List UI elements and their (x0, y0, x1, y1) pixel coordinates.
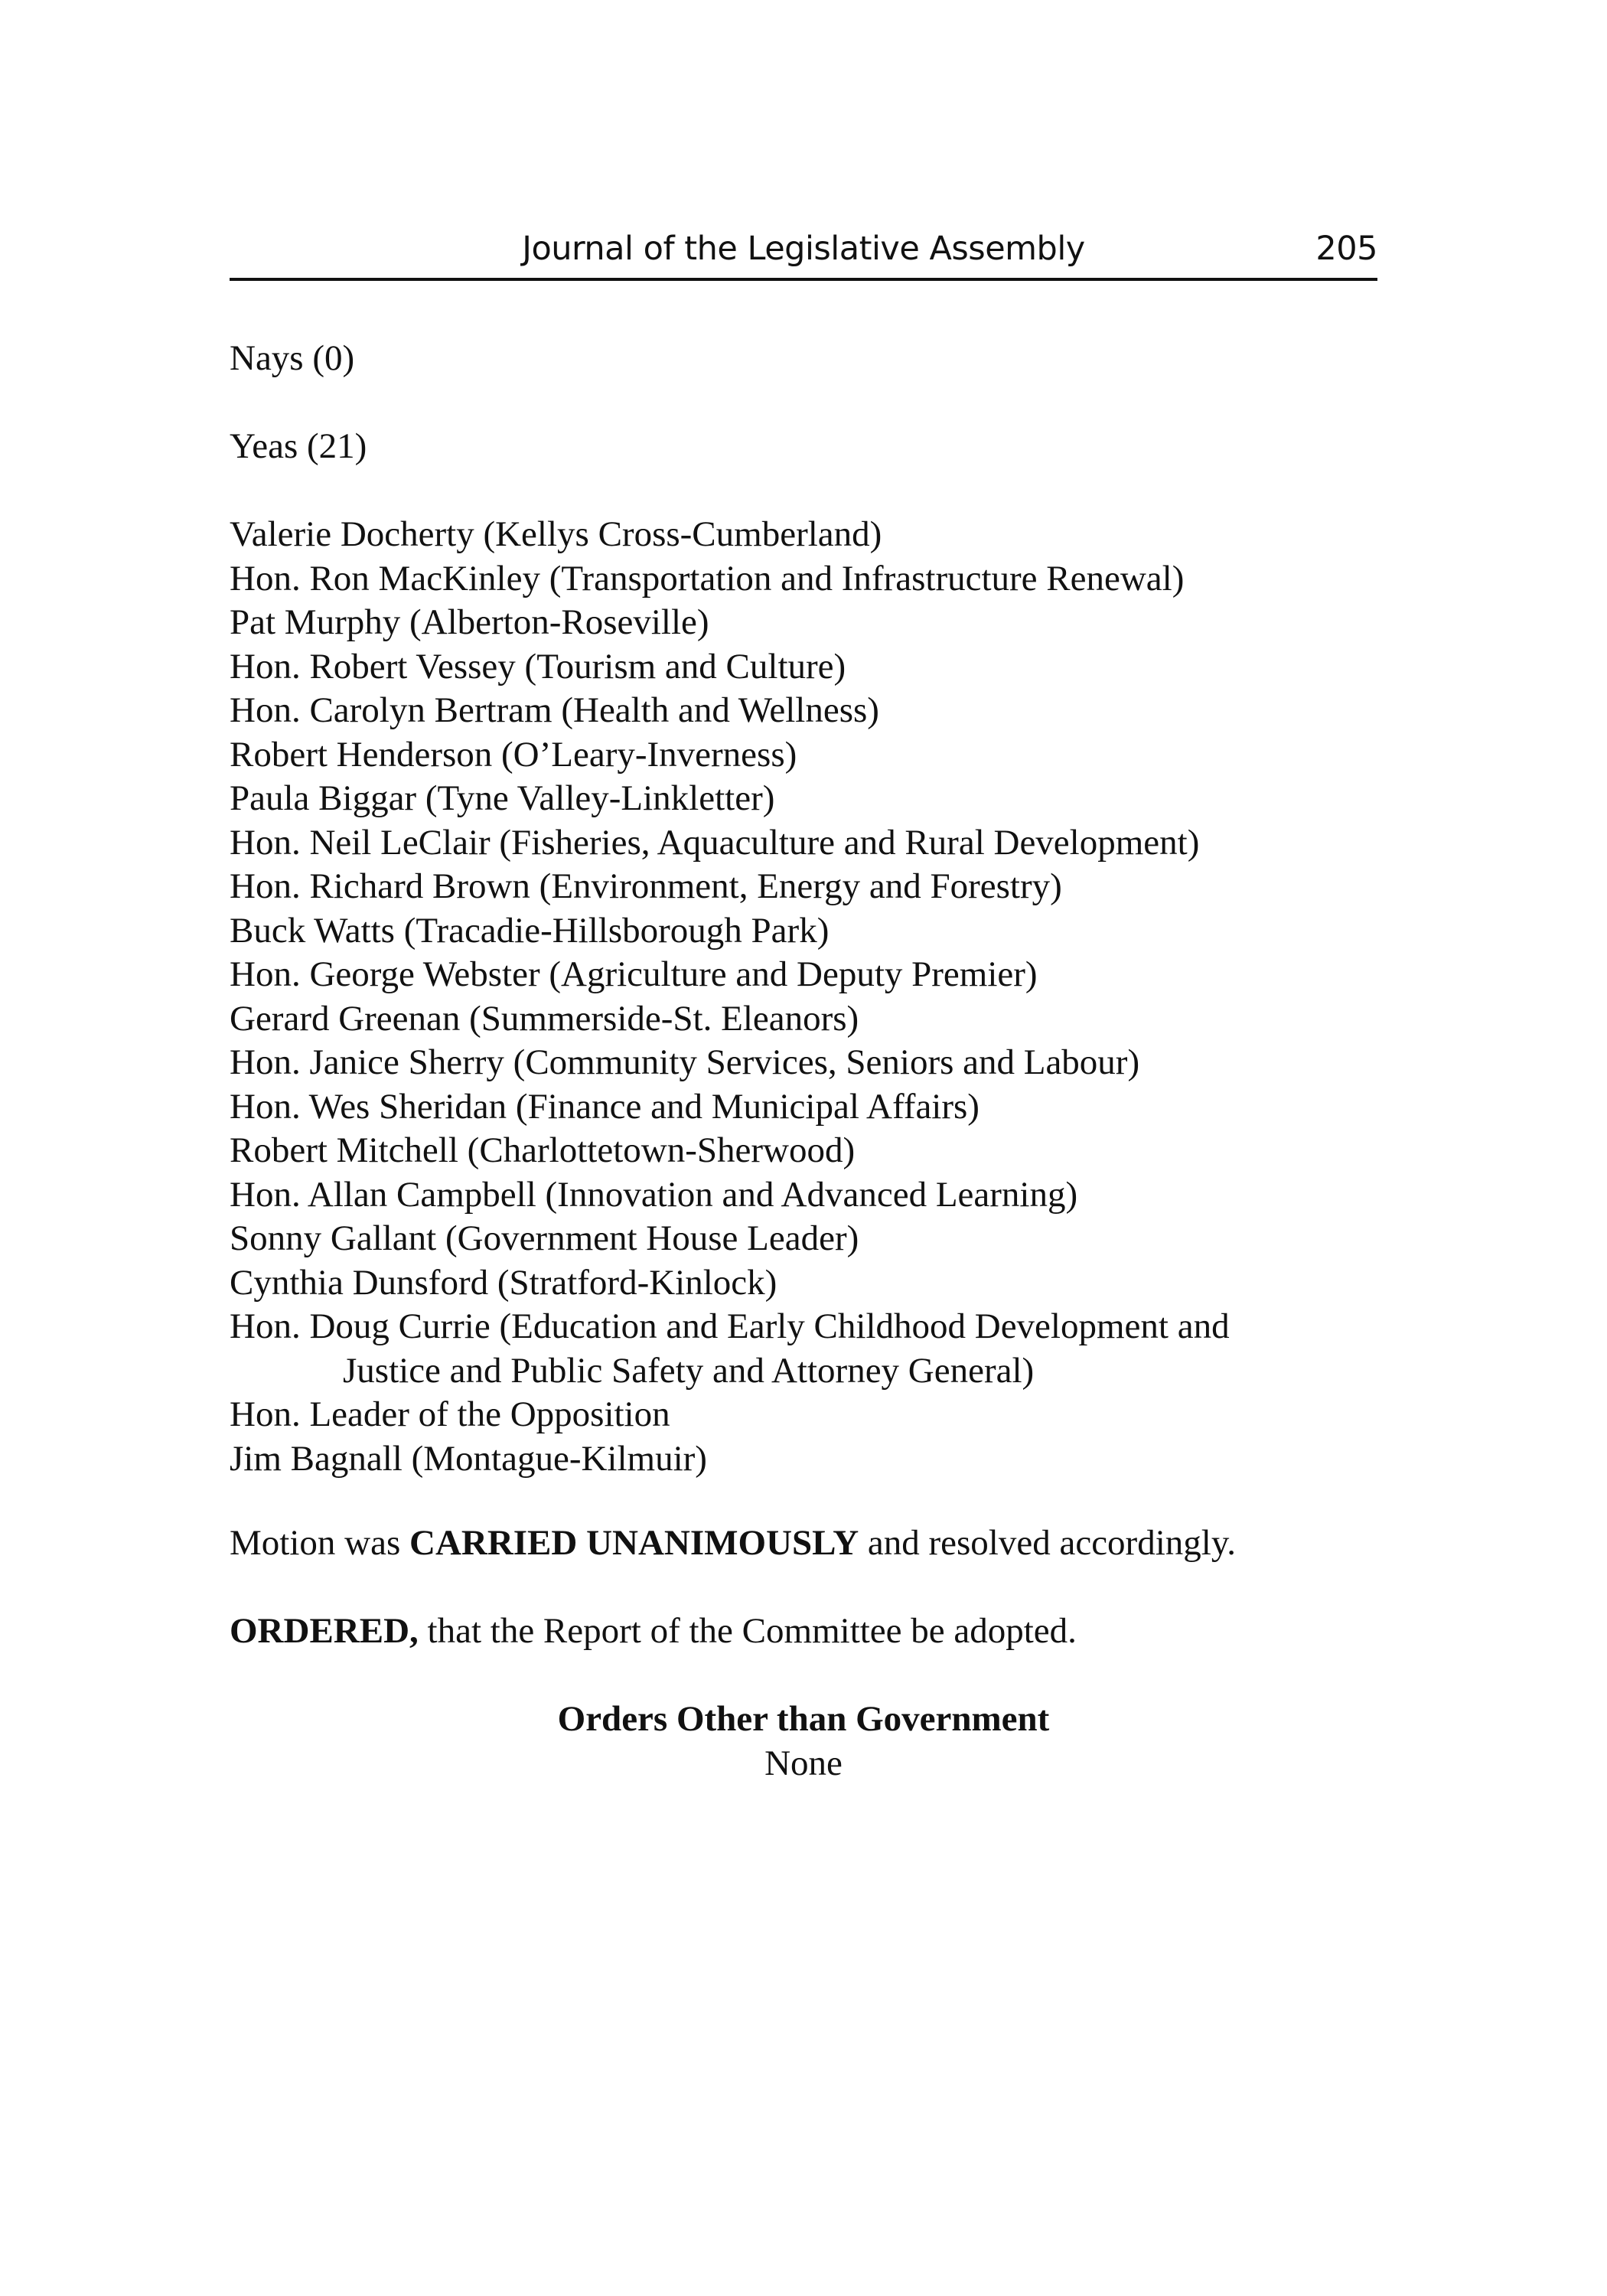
journal-title: Journal of the Legislative Assembly (522, 230, 1085, 268)
motion-suffix: and resolved accordingly. (859, 1523, 1237, 1563)
member-entry: Gerard Greenan (Summerside-St. Eleanors) (230, 998, 859, 1039)
member-entry: Hon. Neil LeClair (Fisheries, Aquaculture and Rural Development) (230, 822, 1200, 863)
member-entry: Hon. Wes Sheridan (Finance and Municipal Affairs) (230, 1086, 980, 1127)
member-entry: Hon. Doug Currie (Education and Early Childhood Development and (230, 1306, 1230, 1346)
yeas-heading: Yeas (21) (230, 426, 367, 466)
member-entry: Hon. Carolyn Bertram (Health and Wellness) (230, 690, 879, 730)
member-entry: Cynthia Dunsford (Stratford-Kinlock) (230, 1262, 777, 1303)
page-number: 205 (1315, 230, 1377, 268)
motion-result-emphasis: CARRIED UNANIMOUSLY (409, 1523, 859, 1563)
member-entry: Hon. Leader of the Opposition (230, 1394, 670, 1434)
member-entry: Hon. Robert Vessey (Tourism and Culture) (230, 646, 846, 687)
member-entry: Pat Murphy (Alberton-Roseville) (230, 602, 709, 642)
motion-prefix: Motion was (230, 1523, 409, 1563)
nays-heading: Nays (0) (230, 338, 355, 378)
section-heading: Orders Other than Government (557, 1699, 1050, 1739)
yeas-member-list (230, 513, 1423, 1481)
member-entry-continuation: Justice and Public Safety and Attorney General) (343, 1350, 1035, 1391)
section-body: None (764, 1743, 843, 1783)
order-text: that the Report of the Committee be adopted. (418, 1611, 1077, 1651)
member-entry: Robert Mitchell (Charlottetown-Sherwood) (230, 1130, 856, 1170)
member-entry: Sonny Gallant (Government House Leader) (230, 1218, 859, 1258)
member-entry: Robert Henderson (O’Leary-Inverness) (230, 734, 797, 775)
member-entry: Paula Biggar (Tyne Valley-Linkletter) (230, 778, 775, 818)
member-entry: Hon. Allan Campbell (Innovation and Advanced Learning) (230, 1174, 1078, 1215)
member-entry: Hon. George Webster (Agriculture and Deputy Premier) (230, 954, 1038, 994)
member-entry: Valerie Docherty (Kellys Cross-Cumberland) (230, 514, 882, 554)
member-entry: Jim Bagnall (Montague-Kilmuir) (230, 1438, 707, 1479)
order-label: ORDERED, (230, 1611, 419, 1651)
member-entry: Hon. Janice Sherry (Community Services, Seniors and Labour) (230, 1042, 1140, 1082)
motion-result (230, 1521, 1423, 1566)
member-entry: Hon. Ron MacKinley (Transportation and Infrastructure Renewal) (230, 558, 1185, 598)
running-header (230, 226, 1377, 281)
member-entry: Buck Watts (Tracadie-Hillsborough Park) (230, 910, 830, 951)
order-statement (230, 1609, 1423, 1654)
member-entry: Hon. Richard Brown (Environment, Energy and Forestry) (230, 866, 1062, 906)
